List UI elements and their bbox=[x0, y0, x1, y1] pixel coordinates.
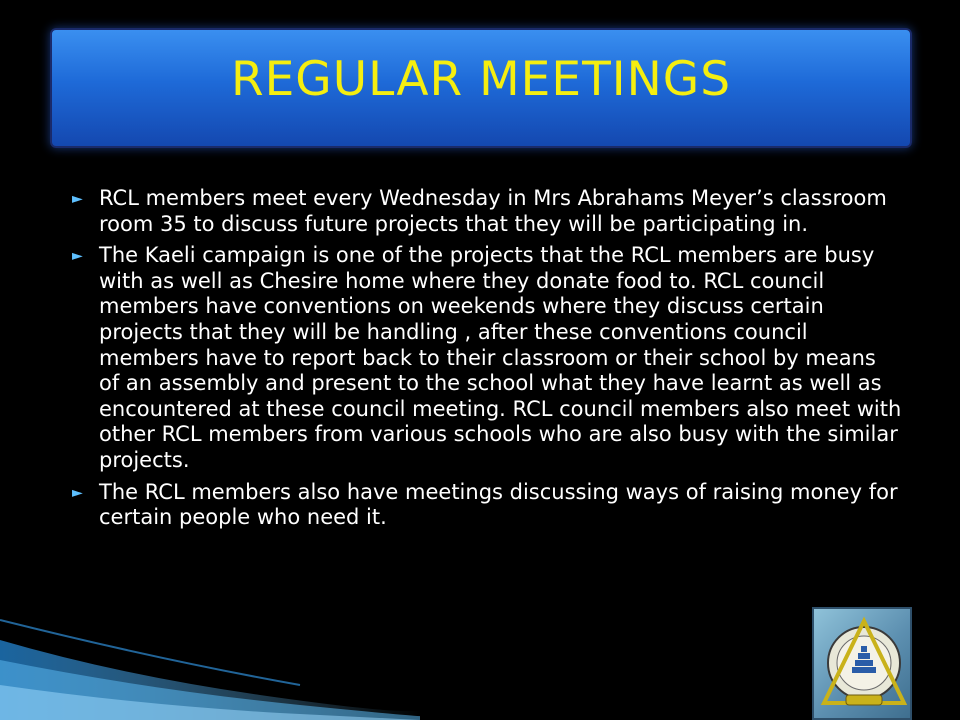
bullet-item bbox=[72, 480, 902, 531]
arrow-right-icon: ► bbox=[72, 484, 83, 501]
slide-title: REGULAR MEETINGS bbox=[230, 52, 732, 107]
bullet-text: The RCL members also have meetings discussing ways of raising money for certain people who need it. bbox=[99, 479, 898, 530]
bullet-item bbox=[72, 186, 902, 237]
arrow-right-icon: ► bbox=[72, 248, 83, 265]
bullet-item bbox=[72, 243, 902, 473]
school-emblem bbox=[812, 607, 912, 720]
decorative-wave bbox=[0, 600, 420, 720]
bullet-list bbox=[72, 186, 902, 537]
bullet-text: RCL members meet every Wednesday in Mrs Abrahams Meyer’s classroom room 35 to discuss future projects that they will be participating in. bbox=[99, 186, 887, 236]
arrow-right-icon: ► bbox=[72, 191, 83, 207]
title-banner bbox=[50, 28, 912, 148]
bullet-text: The Kaeli campaign is one of the projects that the RCL members are busy with as well as Chesire home where they donate food to. RCL council members have conventions on weekends where they discuss certain projects that they will be handling , after these conventions council members have to report back to their classroom or their school by means of an assembly and present to the school what they have learnt as well as encountered at these council meeting. RCL council members also meet with other RCL members from various schools who are also busy with the similar projects. bbox=[99, 243, 902, 472]
